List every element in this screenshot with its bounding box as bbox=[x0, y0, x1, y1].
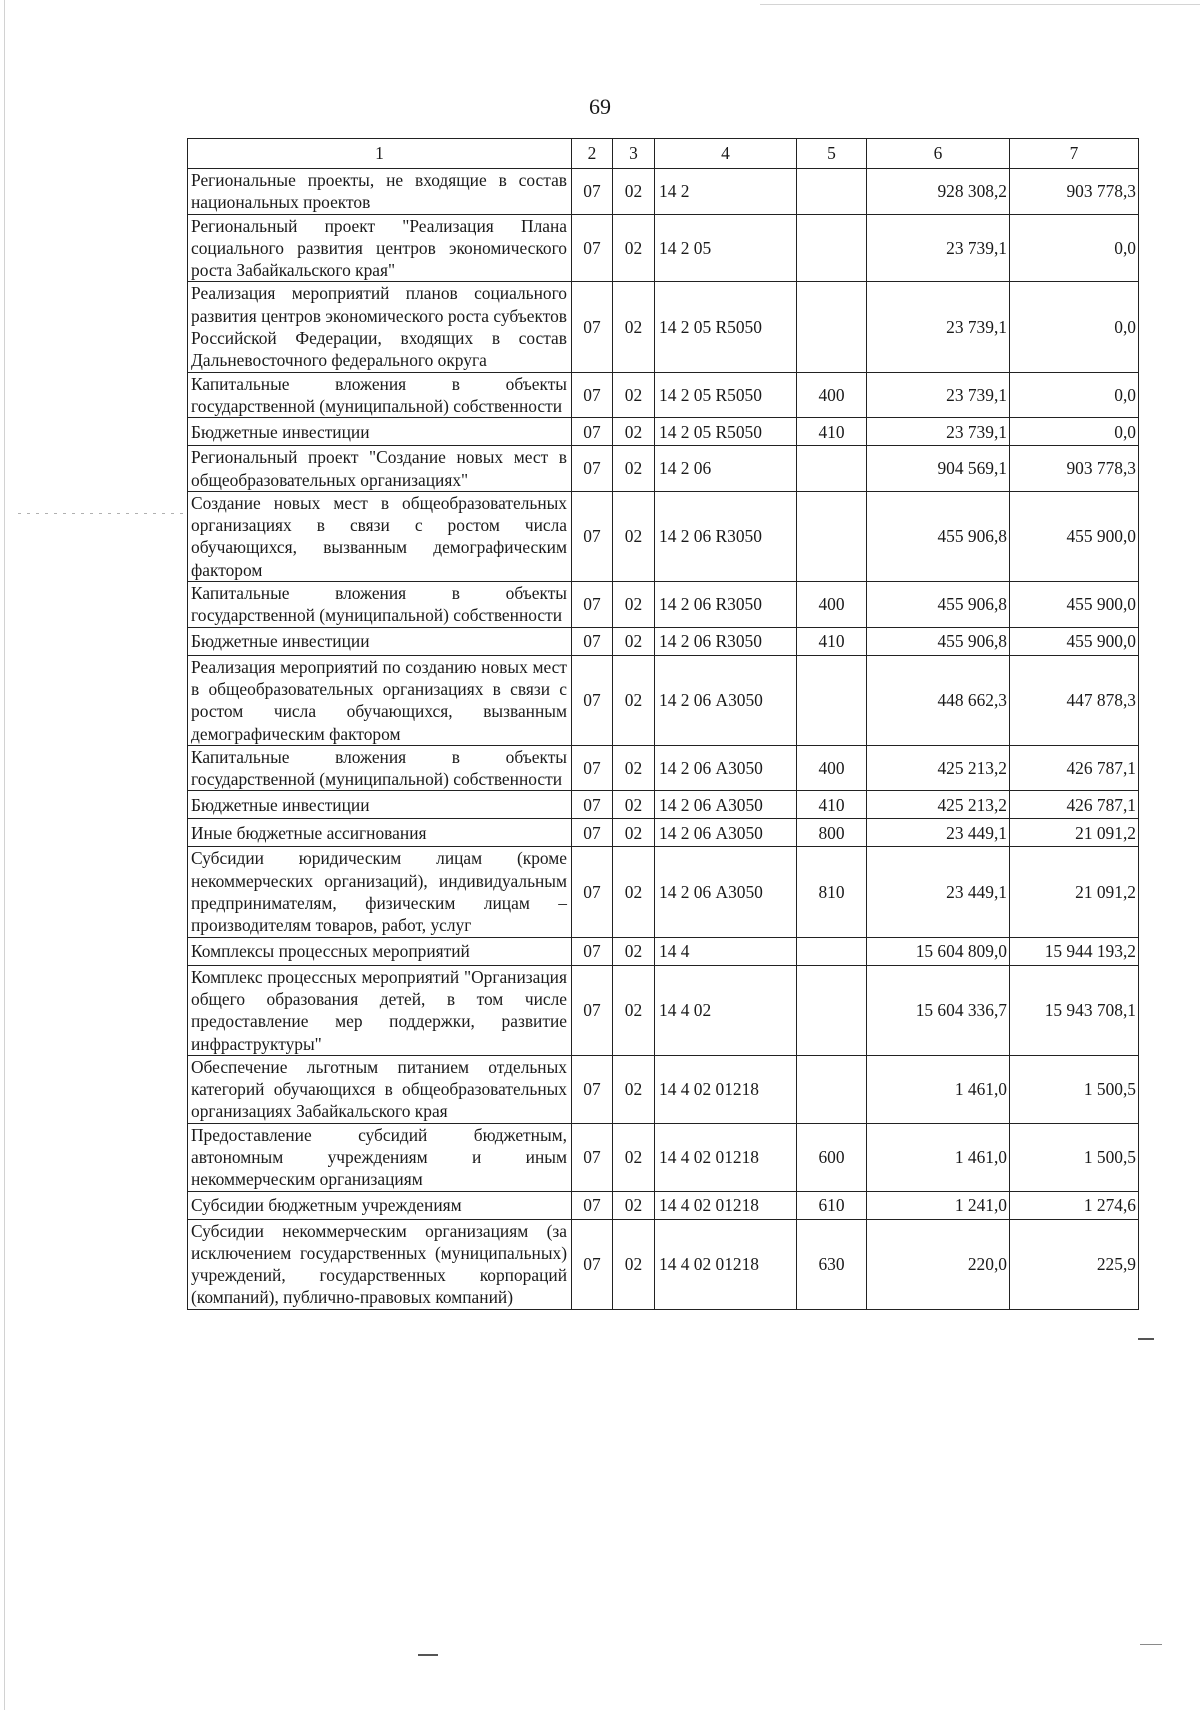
item-name-cell: Региональный проект "Создание новых мест в общеобразовательных организациях" bbox=[188, 446, 572, 492]
header-cell: 1 bbox=[188, 139, 572, 169]
amount-year1-cell: 15 604 809,0 bbox=[867, 937, 1010, 965]
item-name-cell: Субсидии бюджетным учреждениям bbox=[188, 1191, 572, 1219]
subsection-code-cell: 02 bbox=[613, 282, 655, 372]
section-code-cell: 07 bbox=[572, 937, 613, 965]
amount-year1-cell: 23 739,1 bbox=[867, 418, 1010, 446]
expense-type-cell bbox=[797, 169, 867, 215]
subsection-code-cell: 02 bbox=[613, 169, 655, 215]
item-name-cell: Бюджетные инвестиции bbox=[188, 791, 572, 819]
header-cell: 7 bbox=[1010, 139, 1139, 169]
amount-year1-cell: 1 461,0 bbox=[867, 1123, 1010, 1191]
subsection-code-cell: 02 bbox=[613, 965, 655, 1055]
subsection-code-cell: 02 bbox=[613, 847, 655, 937]
amount-year1-cell: 928 308,2 bbox=[867, 169, 1010, 215]
section-code-cell: 07 bbox=[572, 372, 613, 418]
table-row bbox=[188, 418, 1139, 446]
subsection-code-cell: 02 bbox=[613, 491, 655, 581]
scan-mark-right bbox=[1138, 1338, 1154, 1340]
section-code-cell: 07 bbox=[572, 214, 613, 282]
section-code-cell: 07 bbox=[572, 965, 613, 1055]
amount-year2-cell: 455 900,0 bbox=[1010, 491, 1139, 581]
amount-year1-cell: 23 449,1 bbox=[867, 819, 1010, 847]
table-row bbox=[188, 372, 1139, 418]
table-row bbox=[188, 169, 1139, 215]
section-code-cell: 07 bbox=[572, 1191, 613, 1219]
expense-type-cell bbox=[797, 446, 867, 492]
expense-type-cell: 400 bbox=[797, 372, 867, 418]
item-name-cell: Создание новых мест в общеобразовательных организациях в связи с ростом числа обучающихся, вызванным демографическим фактором bbox=[188, 491, 572, 581]
item-name-cell: Бюджетные инвестиции bbox=[188, 627, 572, 655]
subsection-code-cell: 02 bbox=[613, 372, 655, 418]
target-article-cell: 14 2 06 R3050 bbox=[655, 582, 797, 628]
item-name-cell: Капитальные вложения в объекты государственной (муниципальной) собственности bbox=[188, 745, 572, 791]
section-code-cell: 07 bbox=[572, 446, 613, 492]
amount-year2-cell: 0,0 bbox=[1010, 214, 1139, 282]
item-name-cell: Субсидии некоммерческим организациям (за исключением государственных (муниципальных) учреждений, государственных корпораций (компаний), публично-правовых компаний) bbox=[188, 1219, 572, 1309]
amount-year1-cell: 1 461,0 bbox=[867, 1055, 1010, 1123]
table-row bbox=[188, 819, 1139, 847]
item-name-cell: Бюджетные инвестиции bbox=[188, 418, 572, 446]
scan-edge-left bbox=[4, 0, 5, 1710]
item-name-cell: Субсидии юридическим лицам (кроме некоммерческих организаций), индивидуальным предпринимателям, физическим лицам – производителям товаров, работ, услуг bbox=[188, 847, 572, 937]
amount-year2-cell: 1 500,5 bbox=[1010, 1055, 1139, 1123]
target-article-cell: 14 2 06 R3050 bbox=[655, 627, 797, 655]
subsection-code-cell: 02 bbox=[613, 819, 655, 847]
scan-edge-top bbox=[760, 4, 1200, 5]
expense-type-cell: 630 bbox=[797, 1219, 867, 1309]
amount-year2-cell: 0,0 bbox=[1010, 372, 1139, 418]
table-row bbox=[188, 627, 1139, 655]
target-article-cell: 14 2 06 А3050 bbox=[655, 745, 797, 791]
expense-type-cell: 400 bbox=[797, 582, 867, 628]
target-article-cell: 14 4 02 01218 bbox=[655, 1055, 797, 1123]
table-row bbox=[188, 937, 1139, 965]
budget-table bbox=[187, 138, 1139, 1310]
expense-type-cell bbox=[797, 491, 867, 581]
amount-year2-cell: 903 778,3 bbox=[1010, 169, 1139, 215]
target-article-cell: 14 4 02 bbox=[655, 965, 797, 1055]
scan-mark-bottom bbox=[418, 1654, 438, 1656]
amount-year1-cell: 15 604 336,7 bbox=[867, 965, 1010, 1055]
amount-year2-cell: 0,0 bbox=[1010, 418, 1139, 446]
section-code-cell: 07 bbox=[572, 1219, 613, 1309]
scan-mark-corner bbox=[1140, 1644, 1162, 1645]
table-body bbox=[188, 169, 1139, 1310]
subsection-code-cell: 02 bbox=[613, 1123, 655, 1191]
expense-type-cell: 410 bbox=[797, 791, 867, 819]
target-article-cell: 14 2 05 R5050 bbox=[655, 418, 797, 446]
section-code-cell: 07 bbox=[572, 282, 613, 372]
header-cell: 2 bbox=[572, 139, 613, 169]
header-cell: 5 bbox=[797, 139, 867, 169]
amount-year1-cell: 455 906,8 bbox=[867, 582, 1010, 628]
item-name-cell: Комплекс процессных мероприятий "Организация общего образования детей, в том числе предоставление мер поддержки, развитие инфраструктуры" bbox=[188, 965, 572, 1055]
table-row bbox=[188, 655, 1139, 745]
amount-year2-cell: 15 943 708,1 bbox=[1010, 965, 1139, 1055]
amount-year2-cell: 903 778,3 bbox=[1010, 446, 1139, 492]
subsection-code-cell: 02 bbox=[613, 791, 655, 819]
amount-year1-cell: 23 449,1 bbox=[867, 847, 1010, 937]
section-code-cell: 07 bbox=[572, 1055, 613, 1123]
section-code-cell: 07 bbox=[572, 655, 613, 745]
table-row bbox=[188, 965, 1139, 1055]
expense-type-cell bbox=[797, 214, 867, 282]
section-code-cell: 07 bbox=[572, 418, 613, 446]
target-article-cell: 14 2 06 А3050 bbox=[655, 791, 797, 819]
amount-year2-cell: 1 500,5 bbox=[1010, 1123, 1139, 1191]
item-name-cell: Реализация мероприятий по созданию новых мест в общеобразовательных организациях в связи с ростом числа обучающихся, вызванным демографическим фактором bbox=[188, 655, 572, 745]
item-name-cell: Комплексы процессных мероприятий bbox=[188, 937, 572, 965]
amount-year1-cell: 23 739,1 bbox=[867, 282, 1010, 372]
amount-year1-cell: 425 213,2 bbox=[867, 745, 1010, 791]
target-article-cell: 14 4 02 01218 bbox=[655, 1219, 797, 1309]
item-name-cell: Иные бюджетные ассигнования bbox=[188, 819, 572, 847]
item-name-cell: Региональный проект "Реализация Плана социального развития центров экономического роста Забайкальского края" bbox=[188, 214, 572, 282]
section-code-cell: 07 bbox=[572, 491, 613, 581]
header-row bbox=[188, 139, 1139, 169]
table-row bbox=[188, 1123, 1139, 1191]
target-article-cell: 14 2 05 bbox=[655, 214, 797, 282]
subsection-code-cell: 02 bbox=[613, 655, 655, 745]
target-article-cell: 14 2 bbox=[655, 169, 797, 215]
item-name-cell: Реализация мероприятий планов социального развития центров экономического роста субъектов Российской Федерации, входящих в состав Дальневосточного федерального округа bbox=[188, 282, 572, 372]
expense-type-cell bbox=[797, 655, 867, 745]
amount-year2-cell: 21 091,2 bbox=[1010, 847, 1139, 937]
amount-year1-cell: 23 739,1 bbox=[867, 214, 1010, 282]
expense-type-cell: 810 bbox=[797, 847, 867, 937]
amount-year1-cell: 455 906,8 bbox=[867, 491, 1010, 581]
amount-year2-cell: 21 091,2 bbox=[1010, 819, 1139, 847]
section-code-cell: 07 bbox=[572, 791, 613, 819]
item-name-cell: Капитальные вложения в объекты государственной (муниципальной) собственности bbox=[188, 372, 572, 418]
target-article-cell: 14 2 06 А3050 bbox=[655, 655, 797, 745]
amount-year2-cell: 426 787,1 bbox=[1010, 791, 1139, 819]
expense-type-cell bbox=[797, 282, 867, 372]
section-code-cell: 07 bbox=[572, 819, 613, 847]
section-code-cell: 07 bbox=[572, 745, 613, 791]
table-row bbox=[188, 282, 1139, 372]
subsection-code-cell: 02 bbox=[613, 1055, 655, 1123]
page-number: 69 bbox=[589, 94, 611, 119]
target-article-cell: 14 2 06 R3050 bbox=[655, 491, 797, 581]
amount-year2-cell: 455 900,0 bbox=[1010, 582, 1139, 628]
item-name-cell: Региональные проекты, не входящие в состав национальных проектов bbox=[188, 169, 572, 215]
table-row bbox=[188, 745, 1139, 791]
amount-year2-cell: 225,9 bbox=[1010, 1219, 1139, 1309]
amount-year1-cell: 425 213,2 bbox=[867, 791, 1010, 819]
amount-year2-cell: 1 274,6 bbox=[1010, 1191, 1139, 1219]
item-name-cell: Обеспечение льготным питанием отдельных категорий обучающихся в общеобразовательных организациях Забайкальского края bbox=[188, 1055, 572, 1123]
table-row bbox=[188, 847, 1139, 937]
target-article-cell: 14 4 02 01218 bbox=[655, 1191, 797, 1219]
amount-year2-cell: 447 878,3 bbox=[1010, 655, 1139, 745]
subsection-code-cell: 02 bbox=[613, 214, 655, 282]
amount-year1-cell: 1 241,0 bbox=[867, 1191, 1010, 1219]
table-row bbox=[188, 791, 1139, 819]
subsection-code-cell: 02 bbox=[613, 1191, 655, 1219]
subsection-code-cell: 02 bbox=[613, 1219, 655, 1309]
item-name-cell: Предоставление субсидий бюджетным, автономным учреждениям и иным некоммерческим организациям bbox=[188, 1123, 572, 1191]
expense-type-cell: 410 bbox=[797, 418, 867, 446]
target-article-cell: 14 2 05 R5050 bbox=[655, 372, 797, 418]
section-code-cell: 07 bbox=[572, 627, 613, 655]
scan-dotted-line bbox=[18, 513, 188, 514]
expense-type-cell: 800 bbox=[797, 819, 867, 847]
expense-type-cell bbox=[797, 937, 867, 965]
section-code-cell: 07 bbox=[572, 582, 613, 628]
item-name-cell: Капитальные вложения в объекты государственной (муниципальной) собственности bbox=[188, 582, 572, 628]
target-article-cell: 14 2 05 R5050 bbox=[655, 282, 797, 372]
section-code-cell: 07 bbox=[572, 1123, 613, 1191]
subsection-code-cell: 02 bbox=[613, 627, 655, 655]
amount-year1-cell: 904 569,1 bbox=[867, 446, 1010, 492]
amount-year2-cell: 455 900,0 bbox=[1010, 627, 1139, 655]
expense-type-cell: 610 bbox=[797, 1191, 867, 1219]
target-article-cell: 14 4 02 01218 bbox=[655, 1123, 797, 1191]
header-cell: 4 bbox=[655, 139, 797, 169]
expense-type-cell bbox=[797, 965, 867, 1055]
header-cell: 3 bbox=[613, 139, 655, 169]
amount-year1-cell: 455 906,8 bbox=[867, 627, 1010, 655]
amount-year2-cell: 0,0 bbox=[1010, 282, 1139, 372]
expense-type-cell: 400 bbox=[797, 745, 867, 791]
table-row bbox=[188, 446, 1139, 492]
expense-type-cell: 410 bbox=[797, 627, 867, 655]
amount-year1-cell: 220,0 bbox=[867, 1219, 1010, 1309]
amount-year1-cell: 448 662,3 bbox=[867, 655, 1010, 745]
subsection-code-cell: 02 bbox=[613, 582, 655, 628]
expense-type-cell: 600 bbox=[797, 1123, 867, 1191]
amount-year2-cell: 426 787,1 bbox=[1010, 745, 1139, 791]
table-row bbox=[188, 1055, 1139, 1123]
target-article-cell: 14 2 06 А3050 bbox=[655, 819, 797, 847]
section-code-cell: 07 bbox=[572, 169, 613, 215]
section-code-cell: 07 bbox=[572, 847, 613, 937]
amount-year1-cell: 23 739,1 bbox=[867, 372, 1010, 418]
table-row bbox=[188, 1191, 1139, 1219]
target-article-cell: 14 2 06 bbox=[655, 446, 797, 492]
subsection-code-cell: 02 bbox=[613, 745, 655, 791]
table-row bbox=[188, 1219, 1139, 1309]
subsection-code-cell: 02 bbox=[613, 446, 655, 492]
table-row bbox=[188, 491, 1139, 581]
target-article-cell: 14 2 06 А3050 bbox=[655, 847, 797, 937]
amount-year2-cell: 15 944 193,2 bbox=[1010, 937, 1139, 965]
table-row bbox=[188, 214, 1139, 282]
expense-type-cell bbox=[797, 1055, 867, 1123]
target-article-cell: 14 4 bbox=[655, 937, 797, 965]
header-cell: 6 bbox=[867, 139, 1010, 169]
table-row bbox=[188, 582, 1139, 628]
subsection-code-cell: 02 bbox=[613, 937, 655, 965]
subsection-code-cell: 02 bbox=[613, 418, 655, 446]
